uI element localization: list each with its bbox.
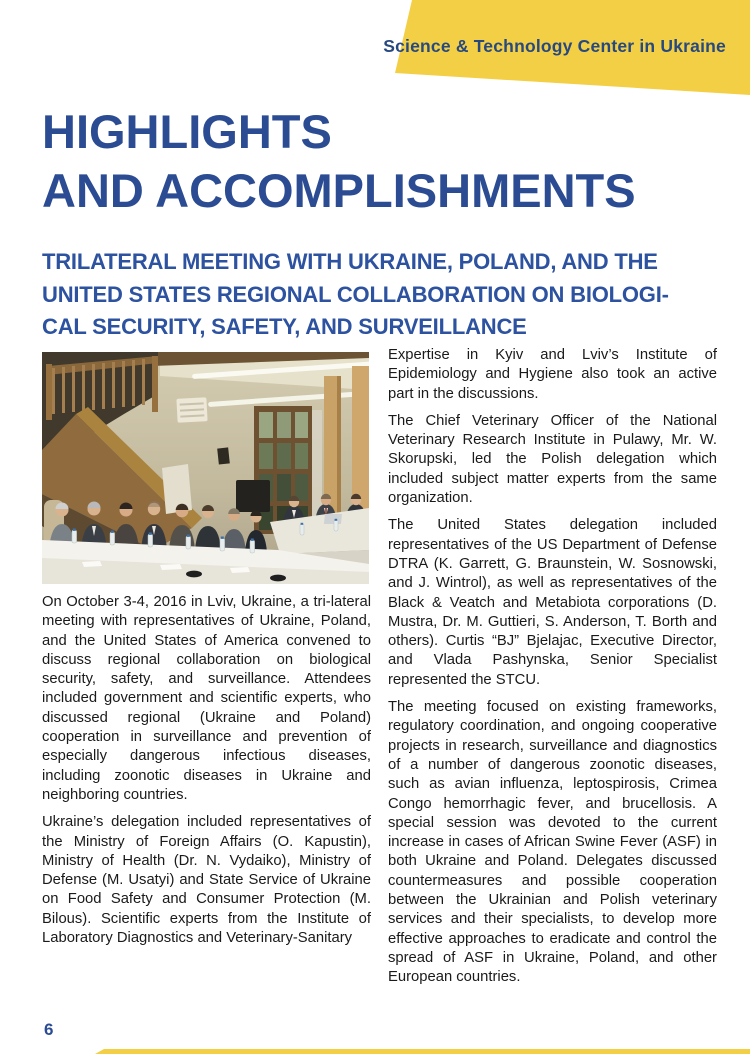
page-title-line-1: HIGHLIGHTS <box>42 105 332 158</box>
article-paragraph: Expertise in Kyiv and Lviv’s Institute of Epidemiology and Hygiene also took an active part in the discussions. <box>388 347 717 402</box>
article-heading-line-2: UNITED STATES REGIONAL COLLABORATION ON BIOLOGI- <box>42 281 669 307</box>
page-title-line-2: AND ACCOMPLISHMENTS <box>42 164 636 217</box>
article-heading <box>42 246 669 344</box>
article-paragraph: The United States delegation included representatives of the US Department of Defense DTRA (K. Garrett, G. Braunstein, W. Sosnowski, and J. Wintrol), as well as representatives of the Black & Veatch and Metabiota corporations (D. Mustra, Dr. M. Guttieri, S. Anderson, T. Borth and others). Curtis “BJ” Bjelajac, Executive Director, and Vlada Pashynska, Senior Specialist represented the STCU. <box>388 517 717 688</box>
article-paragraph: Ukraine’s delegation included representatives of the Ministry of Foreign Affairs (O. Kapustin), Ministry of Health (Dr. N. Vydaiko), Ministry of Defense (M. Usatyi) and State Service of Ukraine on Food Safety and Consumer Protection (M. Bilous). Scientific experts from the Institute of Laboratory Diagnostics and Veterinary-Sanitary <box>42 814 371 947</box>
footer-accent-bar <box>95 1049 750 1054</box>
photo-vent <box>176 397 207 423</box>
article-column-left <box>42 593 371 956</box>
article-heading-line-1: TRILATERAL MEETING WITH UKRAINE, POLAND, AND THE <box>42 249 658 274</box>
photo-monitor <box>236 480 270 512</box>
article-heading-line-3: CAL SECURITY, SAFETY, AND SURVEILLANCE <box>42 314 527 339</box>
article-paragraph: The meeting focused on existing frameworks, regulatory coordination, and ongoing cooperative projects in research, surveillance and diagnostics of a number of dangerous zoonotic diseases, such as avian influenza, leptospirosis, Crimea Congo hemorrhagic fever, and brucellosis. A special session was devoted to the current increase in cases of African Swine Fever (ASF) in both Ukraine and Poland. Delegates discussed countermeasures and possible cooperation between the Ukrainian and Polish veterinary services and their specialists, to develop more effective approaches to eradicate and control the spread of ASF in Ukraine, Poland, and other European countries. <box>388 699 717 986</box>
article-paragraph: On October 3-4, 2016 in Lviv, Ukraine, a tri-lateral meeting with representatives of Ukraine, Poland, and the United States of America convened to discuss regional collaboration on biological security, safety, and surveillance. Attendees included government and scientific experts, who discussed regional (Ukraine and Poland) cooperation in surveillance and prevention of especially dangerous infectious diseases, including zoonotic diseases in Ukraine and neighboring countries. <box>42 594 371 803</box>
article-paragraph: The Chief Veterinary Officer of the National Veterinary Research Institute in Pulawy, Mr. W. Skorupski, led the Polish delegation which included subject matter experts from the same organization. <box>388 412 717 507</box>
article-column-right <box>388 346 717 996</box>
page-title <box>42 102 636 220</box>
page-number: 6 <box>44 1020 54 1039</box>
header-org-name: Science & Technology Center in Ukraine <box>383 36 726 56</box>
meeting-photo <box>42 352 369 584</box>
